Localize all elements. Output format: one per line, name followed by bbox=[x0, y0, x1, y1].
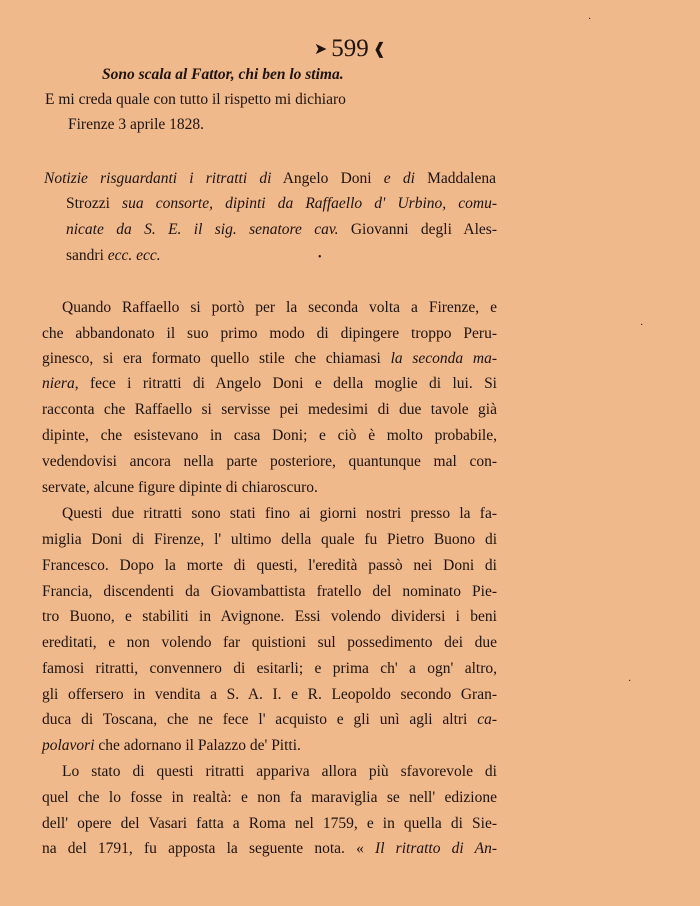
text-line: famosi ritratti, convennero di esitarli; e prima ch' a ogn' altro, bbox=[42, 660, 497, 677]
text-line: servate, alcune figure dipinte di chiaroscuro. bbox=[42, 479, 318, 496]
page-number: 599 bbox=[331, 35, 369, 62]
heading-line-4: sandri ecc. ecc. bbox=[66, 247, 161, 264]
heading-line-2: Strozzi sua consorte, dipinti da Raffaello d' Urbino, comu- bbox=[66, 195, 498, 212]
right-ornament-icon: ❰ bbox=[372, 41, 387, 59]
text-line: ereditati, e non volendo far quistioni sul possedimento dei due bbox=[42, 634, 497, 651]
text-line: racconta che Raffaello si servisse pei medesimi di due tavole già bbox=[42, 401, 497, 418]
text-line: miglia Doni di Firenze, l' ultimo della quale fu Pietro Buono di bbox=[42, 531, 497, 548]
text-line: che abbandonato il suo primo modo di dipingere troppo Peru- bbox=[42, 325, 497, 342]
text-line: Questi due ritratti sono stati fino ai giorni nostri presso la fa- bbox=[62, 505, 497, 522]
ink-speck: · bbox=[640, 320, 644, 331]
page-header bbox=[0, 34, 700, 65]
left-ornament-icon: ➤ bbox=[313, 41, 328, 59]
text-line: Francia, discendenti da Giovambattista fratello del nominato Pie- bbox=[42, 583, 497, 600]
text-line: ginesco, si era formato quello stile che chiamasi la seconda ma- bbox=[42, 350, 497, 367]
closing-motto: Sono scala al Fattor, chi ben lo stima. bbox=[102, 66, 344, 83]
ink-speck: · bbox=[628, 676, 632, 687]
text-line: dipinte, che esistevano in casa Doni; e ciò è molto probabile, bbox=[42, 427, 497, 444]
text-line: quel che lo fosse in realtà: e non fa maraviglia se nell' edizione bbox=[42, 789, 497, 806]
text-line: polavori che adornano il Palazzo de' Pitti. bbox=[42, 737, 301, 754]
text-line: Francesco. Dopo la morte di questi, l'eredità passò nei Doni di bbox=[42, 557, 497, 574]
text-line: na del 1791, fu apposta la seguente nota. « Il ritratto di An- bbox=[42, 840, 497, 857]
text-line: vedendovisi ancora nella parte posteriore, quantunque mal con- bbox=[42, 453, 497, 470]
text-line: Quando Raffaello si portò per la seconda volta a Firenze, e bbox=[62, 299, 497, 316]
heading-line-1: Notizie risguardanti i ritratti di Angelo Doni e di Maddalena bbox=[44, 170, 496, 187]
text-line: niera, fece i ritratti di Angelo Doni e della moglie di lui. Si bbox=[42, 375, 497, 392]
heading-line-3: nicate da S. E. il sig. senatore cav. Giovanni degli Ales- bbox=[66, 221, 497, 238]
ink-speck: • bbox=[318, 252, 322, 263]
closing-dateline: Firenze 3 aprile 1828. bbox=[68, 116, 205, 133]
text-line: Lo stato di questi ritratti appariva allora più sfavorevole di bbox=[62, 763, 497, 780]
text-line: duca di Toscana, che ne fece l' acquisto e gli unì agli altri ca- bbox=[42, 711, 497, 728]
ink-speck: · bbox=[588, 14, 592, 25]
text-line: gli offersero in vendita a S. A. I. e R. Leopoldo secondo Gran- bbox=[42, 686, 497, 703]
closing-text: E mi creda quale con tutto il rispetto mi dichiaro bbox=[45, 91, 346, 108]
text-line: dell' opere del Vasari fatta a Roma nel 1759, e in quella di Sie- bbox=[42, 815, 497, 832]
text-line: tro Buono, e stabiliti in Avignone. Essi volendo dividersi i beni bbox=[42, 608, 497, 625]
